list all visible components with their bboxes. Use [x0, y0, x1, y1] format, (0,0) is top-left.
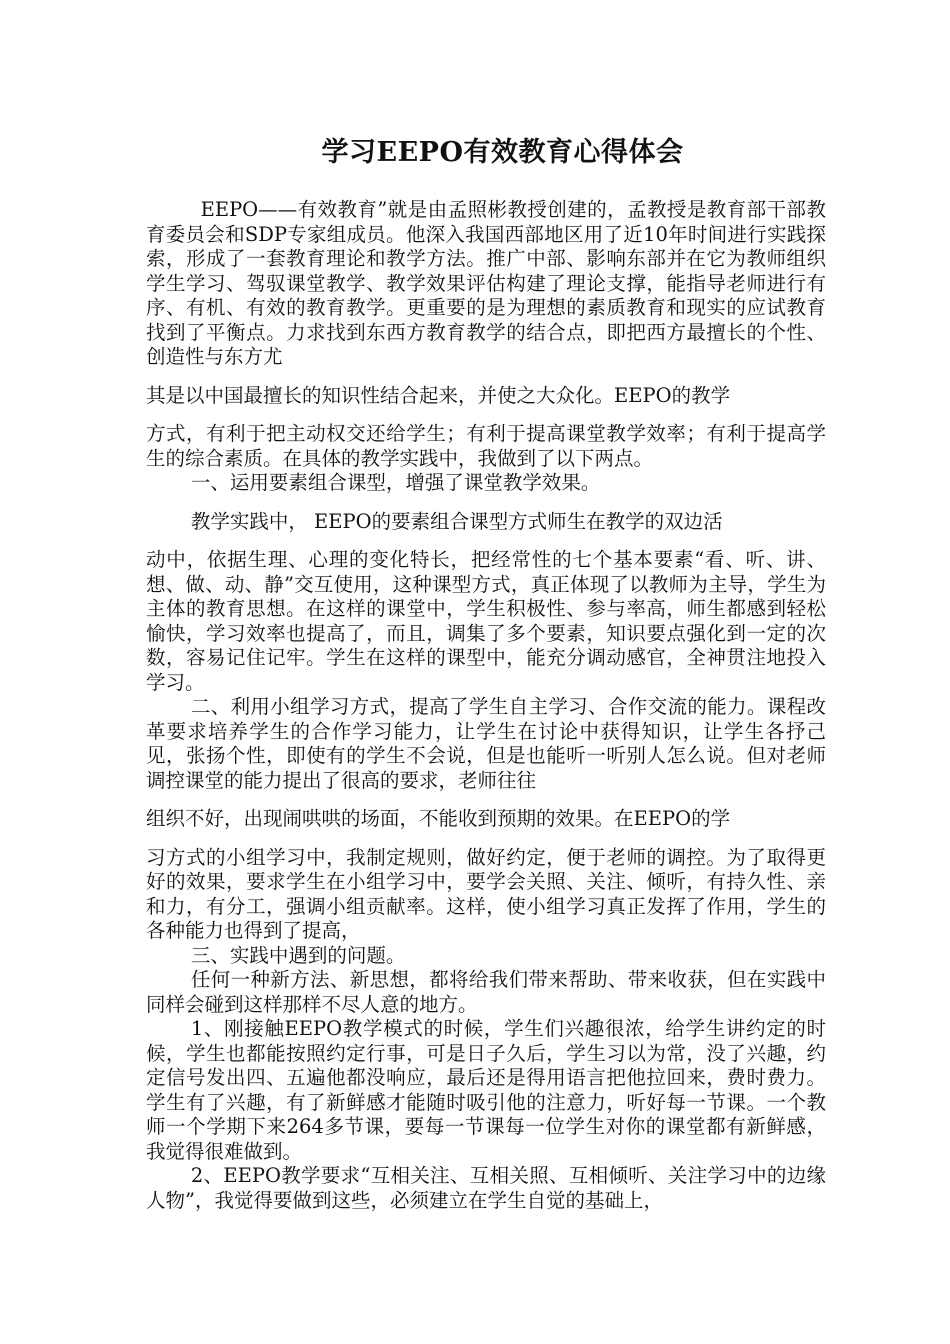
paragraph-section-2-cont-2: 习方式的小组学习中，我制定规则，做好约定，便于老师的调控。为了取得更好的效果，要求学生在小组学习中，要学会关照、关注、倾听，有持久性、亲和力，有分工，强调小组贡献率。这样，使小组学习真正发挥了作用，学生的各种能力也得到了提高， [146, 845, 826, 942]
document-body [146, 198, 826, 1213]
paragraph-section-1-cont: 动中，依据生理、心理的变化特长，把经常性的七个基本要素“看、听、讲、想、做、动、静”交互使用，这种课型方式，真正体现了以教师为主导，学生为主体的教育思想。在这样的课堂中，学生积极性、参与率高，师生都感到轻松愉快，学习效率也提高了，而且，调集了多个要素，知识要点强化到一定的次数，容易记住记牢。学生在这样的课型中，能充分调动感官，全神贯注地投入学习。 [146, 548, 826, 694]
section-heading-1: 一、运用要素组合课型，增强了课堂教学效果。 [190, 471, 601, 494]
paragraph-section-1: 教学实践中， EEPO的要素组合课型方式师生在教学的双边活 [190, 509, 723, 533]
paragraph-section-3: 任何一种新方法、新思想，都将给我们带来帮助、带来收获，但在实践中同样会碰到这样那样不尽人意的地方。 [146, 968, 826, 1016]
section-heading-3: 三、实践中遇到的问题。 [190, 943, 406, 967]
paragraph-problem-2: 2、EEPO教学要求“互相关注、互相关照、互相倾听、关注学习中的边缘人物”，我觉得要做到这些，必须建立在学生自觉的基础上， [146, 1164, 826, 1212]
paragraph-problem-1: 1、刚接触EEPO教学模式的时候，学生们兴趣很浓，给学生讲约定的时候，学生也都能按照约定行事，可是日子久后，学生习以为常，没了兴趣，约定信号发出四、五遍他都没响应，最后还是得用语言把他拉回来，费时费力。学生有了兴趣，有了新鲜感才能随时吸引他的注意力，听好每一节课。一个教师一个学期下来264多节课，要每一节课每一位学生对你的课堂都有新鲜感，我觉得很难做到。 [146, 1017, 826, 1163]
paragraph-intro: EEPO——有效教育”就是由孟照彬教授创建的，孟教授是教育部干部教育委员会和SDP专家组成员。他深入我国西部地区用了近10年时间进行实践探索，形成了一套教育理论和教学方法。推广中部、影响东部并在它为教师组织学生学习、驾驭课堂教学、教学效果评估构建了理论支撑，能指导老师进行有序、有机、有效的教育教学。更重要的是为理想的素质教育和现实的应试教育找到了平衡点。力求找到东西方教育教学的结合点，即把西方最擅长的个性、创造性与东方尤 [146, 198, 826, 368]
paragraph-section-2-cont-1: 组织不好，出现闹哄哄的场面，不能收到预期的效果。在EEPO的学 [146, 807, 731, 830]
paragraph-intro-cont-1: 其是以中国最擅长的知识性结合起来，并使之大众化。EEPO的教学 [146, 383, 731, 407]
section-heading-2: 二、利用小组学习方式，提高了学生自主学习、合作交流的能力。课程改革要求培养学生的合作学习能力，让学生在讨论中获得知识，让学生各抒己见，张扬个性，即使有的学生不会说，但是也能听一听别人怎么说。但对老师调控课堂的能力提出了很高的要求，老师往往 [146, 695, 826, 792]
document-title: 学习EEPO有效教育心得体会 [321, 137, 684, 168]
paragraph-intro-cont-2: 方式，有利于把主动权交还给学生；有利于提高课堂教学效率；有利于提高学生的综合素质。在具体的教学实践中，我做到了以下两点。 [146, 422, 826, 470]
